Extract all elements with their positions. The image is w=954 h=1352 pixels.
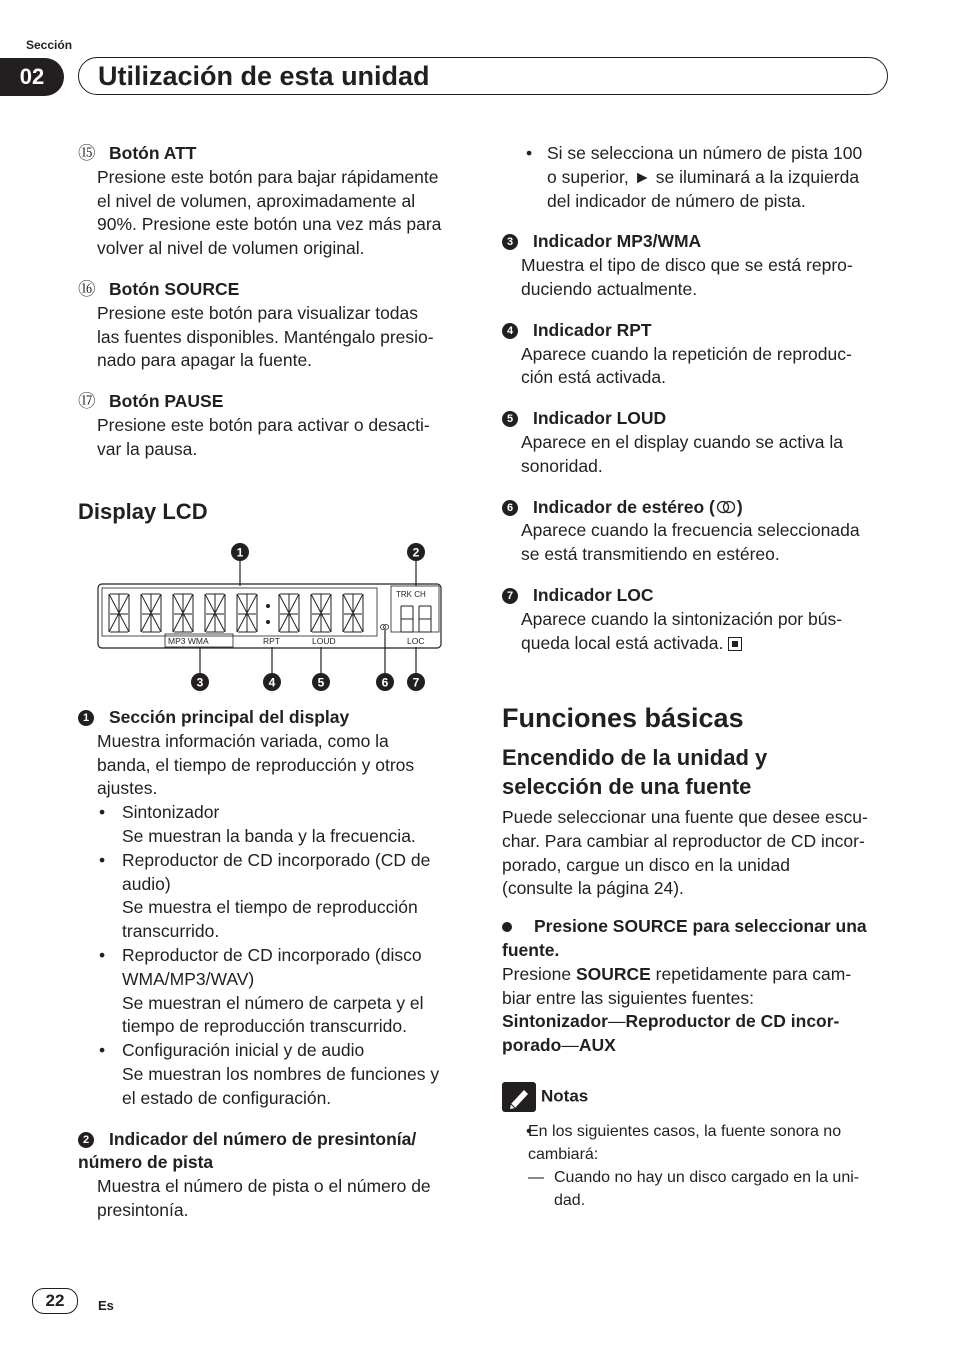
item-title: Botón ATT [109,143,197,163]
text-line: presintonía. [97,1199,189,1220]
page-number: 22 [32,1288,78,1314]
loud-label: LOUD [312,636,336,646]
svg-text:6: 6 [381,675,389,690]
item-title: Sección principal del display [109,707,350,727]
text-line: 90%. Presione este botón una vez más para [97,214,442,235]
item-title: Indicador LOC [533,584,654,605]
encendido-body [502,806,894,1058]
item-number: 5 [502,411,518,427]
text-line: char. Para cambiar al reproductor de CD incor- [502,830,865,851]
item-title: Botón SOURCE [109,278,240,299]
item-title-line2: número de pista [78,1152,214,1173]
item-body [78,730,470,801]
list-item: • Reproductor de CD incorporado (CD de audio) [78,849,470,897]
svg-text:3: 3 [196,675,204,690]
list-item-sub: — Cuando no hay un disco cargado en la uni- dad. [528,1169,860,1209]
text-line: duciendo actualmente. [521,278,698,299]
text-line: queda local está activada. [521,632,894,656]
lcd-segment-digits [109,594,431,632]
item-body [78,414,468,462]
text-line: Muestra el número de pista o el número de [97,1176,431,1197]
text-line: volver al nivel de volumen original. [97,238,365,259]
text-line: Puede seleccionar una fuente que desee escu- [502,807,868,827]
callout-1 [231,543,249,561]
text-line: Presione este botón para visualizar todas [97,302,419,323]
item-source [78,278,468,373]
end-mark-icon [728,637,742,651]
item-title: Indicador del número de presintonía/ [109,1128,417,1149]
item-body [78,166,468,261]
text-line: var la pausa. [97,438,198,459]
callout-4 [263,673,281,691]
item-number: 7 [502,588,518,604]
callout-2 [407,543,425,561]
text-line: porado, cargue un disco en la unidad [502,854,790,875]
text-line: sonoridad. [521,455,603,476]
list-item-sub: Se muestran el número de carpeta y el tiempo de reproducción transcurrido. [122,992,424,1037]
sources-line: porado—AUX [502,1035,616,1056]
text-line: Muestra información variada, como la [97,730,389,751]
text-line: Aparece cuando la sintonización por bús- [521,608,843,629]
item-number: 1 [78,710,94,726]
item-body [78,1175,470,1223]
text-line: el nivel de volumen, aproximadamente al [97,190,416,211]
item-att [78,142,468,261]
text-line: (consulte la página 24). [502,878,684,899]
svg-text:7: 7 [412,675,420,690]
callout-6 [376,673,394,691]
text-line: las fuentes disponibles. Manténgalo presio- [97,326,434,347]
stereo-indicator-icon [381,625,389,630]
item-number: ⑰ [78,391,96,412]
item-number: 6 [502,500,518,516]
lcd-illustration [78,536,468,696]
left-lower-column [78,706,470,1223]
callout-5 [312,673,330,691]
notes-header: Notas [502,1082,588,1112]
list-item-sub: Se muestran la banda y la frecuencia. [122,825,416,846]
list-item-sub: Se muestra el tiempo de reproducción transcurrido. [122,897,418,942]
callout-3 [191,673,209,691]
step-heading-line2: fuente. [502,939,560,960]
notes-body [502,1120,894,1212]
sources-line: Sintonizador—Reproductor de CD incor- [502,1011,840,1032]
svg-text:5: 5 [317,675,325,690]
item-title: Botón PAUSE [109,391,224,412]
section-number: 02 [0,58,64,96]
list-item: • Si se selecciona un número de pista 100 o superior, ► se iluminará a la izquierda del indicador de número de pista. [502,142,894,213]
language-code: Es [98,1298,114,1313]
trk-ch-label: TRK CH [396,590,426,599]
svg-text:1: 1 [236,545,244,560]
right-column [502,142,894,655]
page-title: Utilización de esta unidad [98,61,430,91]
text-line: Presione este botón para bajar rápidamente [97,166,439,187]
text-line: banda, el tiempo de reproducción y otros [97,754,415,775]
text-line: se está transmitiendo en estéreo. [521,544,780,565]
item-pause [78,390,468,461]
item-number: 2 [78,1132,94,1148]
step-text: Presione SOURCE repetidamente para cam- [502,963,852,984]
step-heading: Presione SOURCE para seleccionar una [502,915,894,939]
svg-text:4: 4 [268,675,276,690]
item-title: Indicador RPT [533,319,652,340]
left-column [78,142,468,462]
display-lcd-heading: Display LCD [78,499,208,524]
step-bullet-icon [502,922,512,932]
loc-label: LOC [407,636,425,646]
text-line: Aparece cuando la frecuencia seleccionada [521,520,860,541]
item-number: 4 [502,323,518,339]
item-number: ⑮ [78,143,96,163]
item-body [78,302,468,373]
encendido-heading: Encendido de la unidad y selección de una fuente [502,745,768,799]
text-line: biar entre las siguientes fuentes: [502,987,754,1008]
item-title: Indicador LOUD [533,408,667,429]
text-line: Aparece cuando la repetición de reproduc- [521,343,852,364]
item-number: 3 [502,234,518,250]
section-label: Sección [26,38,73,52]
callout-7 [407,673,425,691]
text-line: Muestra el tipo de disco que se está repro- [521,255,853,276]
text-line: Aparece en el display cuando se activa la [521,431,844,452]
text-line: ajustes. [97,778,158,799]
list-item: • Reproductor de CD incorporado (disco WMA/MP3/WAV) [78,944,470,992]
text-line: Presione este botón para activar o desacti- [97,414,430,435]
rpt-label: RPT [263,636,280,646]
list-item: • Sintonizador [78,801,470,825]
svg-text:2: 2 [412,545,420,560]
list-item-sub: Se muestran los nombres de funciones y el estado de configuración. [122,1063,440,1108]
lcd-diagram [78,536,468,696]
item-title: Indicador MP3/WMA [533,231,702,252]
stereo-icon [715,500,737,514]
list-item: • En los siguientes casos, la fuente sonora no cambiará: [502,1120,894,1166]
notes-pencil-icon [502,1082,536,1112]
funciones-heading: Funciones básicas [502,703,744,733]
item-title: Indicador de estéreo ( ) [533,496,743,517]
text-line: nado para apagar la fuente. [97,350,313,371]
list-item: • Configuración inicial y de audio [78,1039,470,1063]
text-line: ción está activada. [521,367,666,388]
mp3-wma-label: MP3 WMA [168,636,209,646]
item-number: ⑯ [78,278,96,299]
